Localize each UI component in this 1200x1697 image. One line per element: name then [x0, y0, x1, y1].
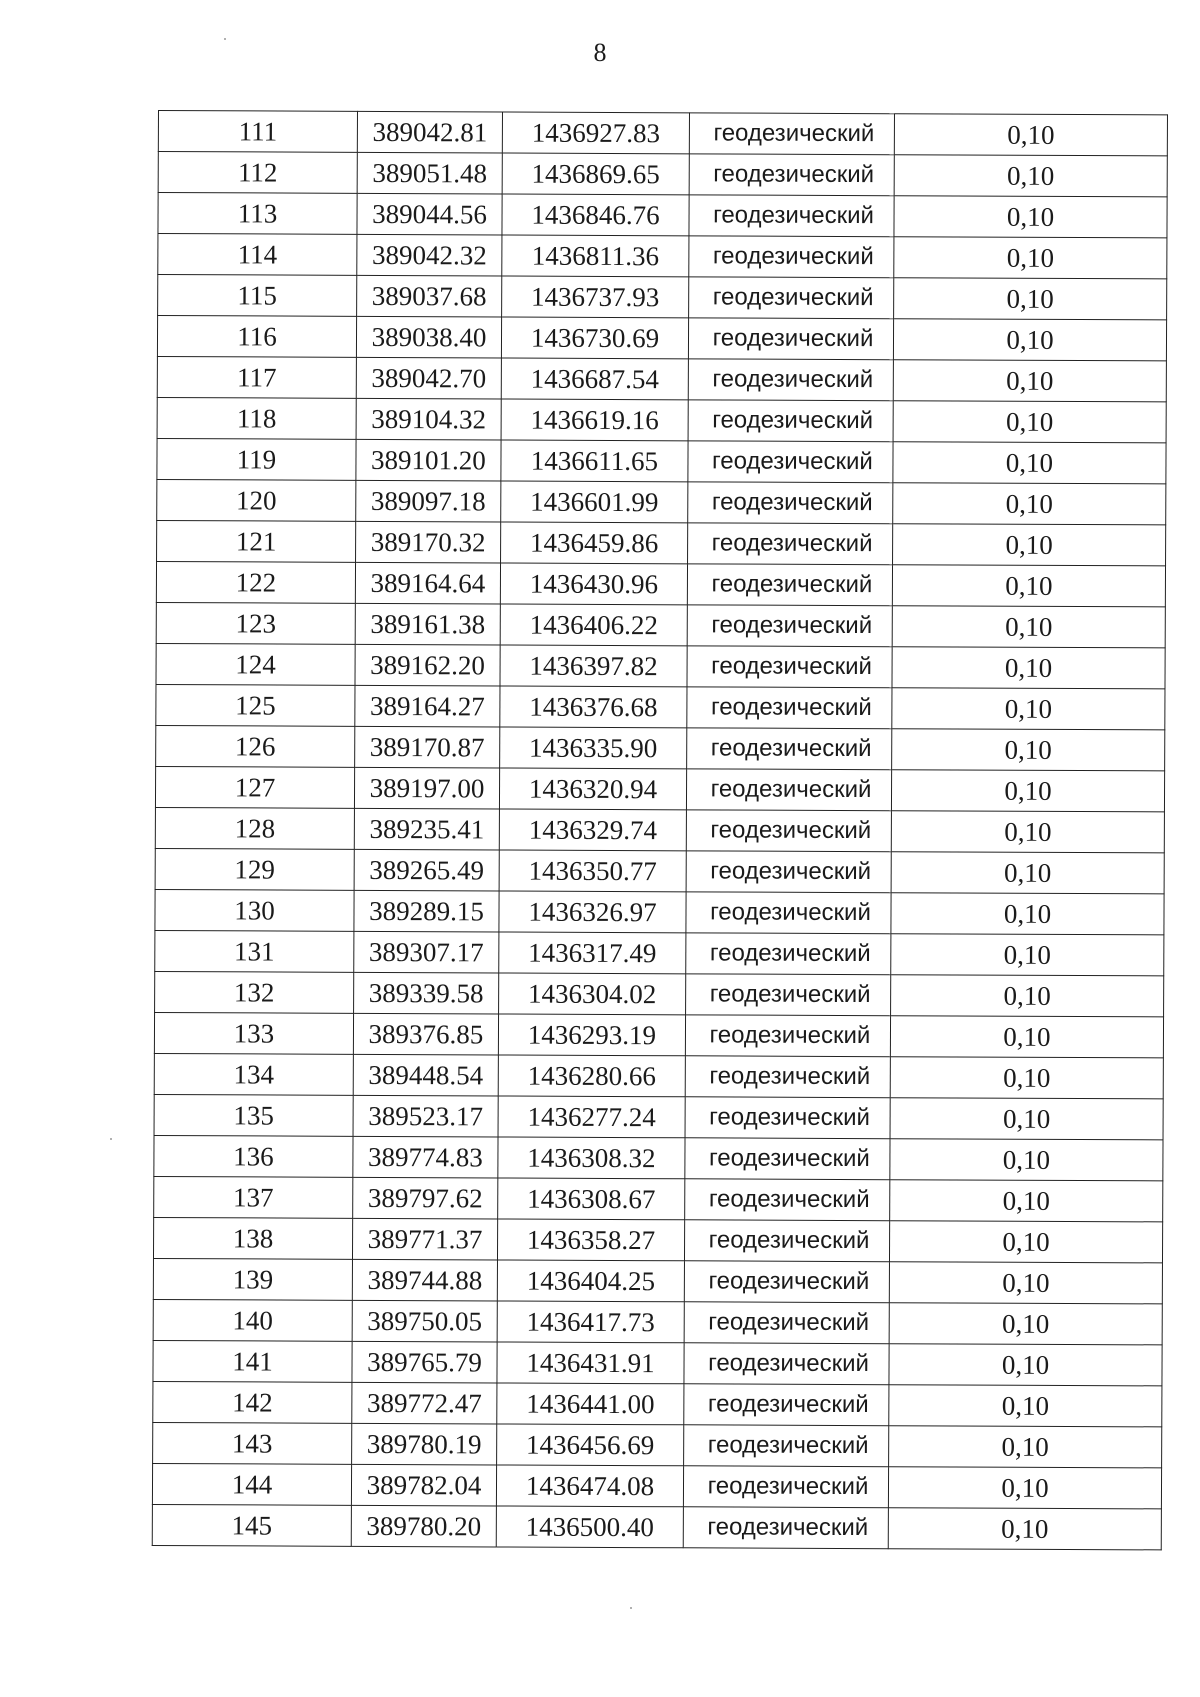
y-coordinate-cell: 1436376.68	[500, 686, 687, 728]
accuracy-cell: 0,10	[890, 1180, 1163, 1222]
table-row	[152, 1504, 1161, 1549]
method-cell: геодезический	[688, 359, 893, 401]
accuracy-cell: 0,10	[889, 1303, 1162, 1345]
x-coordinate-cell: 389038.40	[356, 316, 501, 358]
y-coordinate-cell: 1436459.86	[501, 522, 688, 564]
method-cell: геодезический	[687, 687, 892, 729]
accuracy-cell: 0,10	[890, 1016, 1163, 1058]
table-row	[157, 520, 1166, 565]
point-number-cell: 126	[156, 725, 355, 767]
y-coordinate-cell: 1436811.36	[502, 235, 689, 277]
point-number-cell: 142	[153, 1381, 352, 1423]
y-coordinate-cell: 1436474.08	[496, 1465, 683, 1507]
x-coordinate-cell: 389197.00	[354, 767, 499, 809]
method-cell: геодезический	[689, 195, 894, 237]
y-coordinate-cell: 1436397.82	[500, 645, 687, 687]
x-coordinate-cell: 389750.05	[352, 1300, 497, 1342]
table-row	[153, 1258, 1162, 1303]
accuracy-cell: 0,10	[894, 196, 1167, 238]
coordinates-table	[152, 110, 1168, 1550]
table-row	[158, 275, 1167, 320]
point-number-cell: 130	[155, 889, 354, 931]
method-cell: геодезический	[687, 646, 892, 688]
x-coordinate-cell: 389780.19	[352, 1423, 497, 1465]
accuracy-cell: 0,10	[890, 1098, 1163, 1140]
method-cell: геодезический	[684, 1425, 889, 1467]
accuracy-cell: 0,10	[891, 811, 1164, 853]
table-row	[156, 725, 1165, 770]
x-coordinate-cell: 389101.20	[356, 439, 501, 481]
y-coordinate-cell: 1436611.65	[501, 440, 688, 482]
accuracy-cell: 0,10	[893, 319, 1166, 361]
accuracy-cell: 0,10	[892, 606, 1165, 648]
x-coordinate-cell: 389339.58	[354, 972, 499, 1014]
table-row	[157, 397, 1166, 442]
point-number-cell: 123	[156, 602, 355, 644]
method-cell: геодезический	[688, 482, 893, 524]
point-number-cell: 143	[153, 1422, 352, 1464]
point-number-cell: 116	[157, 316, 356, 358]
y-coordinate-cell: 1436456.69	[497, 1424, 684, 1466]
accuracy-cell: 0,10	[888, 1508, 1161, 1550]
method-cell: геодезический	[689, 154, 894, 196]
point-number-cell: 115	[158, 275, 357, 317]
x-coordinate-cell: 389042.81	[357, 111, 502, 153]
y-coordinate-cell: 1436350.77	[499, 850, 686, 892]
table-row	[154, 1094, 1163, 1139]
method-cell: геодезический	[686, 933, 891, 975]
y-coordinate-cell: 1436430.96	[500, 563, 687, 605]
y-coordinate-cell: 1436869.65	[502, 153, 689, 195]
x-coordinate-cell: 389164.64	[355, 562, 500, 604]
coordinates-table-body	[152, 111, 1167, 1550]
table-row	[153, 1217, 1162, 1262]
table-row	[154, 1135, 1163, 1180]
table-row	[156, 602, 1165, 647]
y-coordinate-cell: 1436601.99	[501, 481, 688, 523]
point-number-cell: 114	[158, 234, 357, 276]
method-cell: геодезический	[684, 1220, 889, 1262]
point-number-cell: 111	[158, 111, 357, 153]
method-cell: геодезический	[688, 441, 893, 483]
accuracy-cell: 0,10	[891, 893, 1164, 935]
y-coordinate-cell: 1436320.94	[499, 768, 686, 810]
x-coordinate-cell: 389448.54	[353, 1054, 498, 1096]
method-cell: геодезический	[686, 974, 891, 1016]
method-cell: геодезический	[685, 1056, 890, 1098]
table-row	[156, 561, 1165, 606]
method-cell: геодезический	[686, 892, 891, 934]
x-coordinate-cell: 389037.68	[357, 275, 502, 317]
accuracy-cell: 0,10	[889, 1221, 1162, 1263]
method-cell: геодезический	[689, 113, 894, 155]
point-number-cell: 112	[158, 152, 357, 194]
x-coordinate-cell: 389772.47	[352, 1382, 497, 1424]
y-coordinate-cell: 1436927.83	[502, 112, 689, 154]
method-cell: геодезический	[688, 523, 893, 565]
table-row	[155, 889, 1164, 934]
table-row	[157, 438, 1166, 483]
method-cell: геодезический	[683, 1507, 888, 1549]
table-row	[153, 1299, 1162, 1344]
y-coordinate-cell: 1436335.90	[500, 727, 687, 769]
y-coordinate-cell: 1436441.00	[497, 1383, 684, 1425]
table-row	[152, 1463, 1161, 1508]
x-coordinate-cell: 389162.20	[355, 644, 500, 686]
accuracy-cell: 0,10	[891, 852, 1164, 894]
y-coordinate-cell: 1436500.40	[496, 1506, 683, 1548]
point-number-cell: 127	[155, 766, 354, 808]
method-cell: геодезический	[685, 1179, 890, 1221]
x-coordinate-cell: 389289.15	[354, 890, 499, 932]
y-coordinate-cell: 1436404.25	[497, 1260, 684, 1302]
x-coordinate-cell: 389097.18	[356, 480, 501, 522]
accuracy-cell: 0,10	[888, 1467, 1161, 1509]
table-row	[155, 848, 1164, 893]
y-coordinate-cell: 1436317.49	[499, 932, 686, 974]
x-coordinate-cell: 389376.85	[353, 1013, 498, 1055]
table-row	[154, 1176, 1163, 1221]
table-row	[158, 111, 1167, 156]
accuracy-cell: 0,10	[891, 934, 1164, 976]
accuracy-cell: 0,10	[891, 975, 1164, 1017]
x-coordinate-cell: 389765.79	[352, 1341, 497, 1383]
accuracy-cell: 0,10	[893, 401, 1166, 443]
x-coordinate-cell: 389774.83	[353, 1136, 498, 1178]
y-coordinate-cell: 1436730.69	[501, 317, 688, 359]
point-number-cell: 129	[155, 848, 354, 890]
x-coordinate-cell: 389042.32	[357, 234, 502, 276]
accuracy-cell: 0,10	[894, 278, 1167, 320]
accuracy-cell: 0,10	[892, 647, 1165, 689]
method-cell: геодезический	[686, 769, 891, 811]
point-number-cell: 145	[152, 1504, 351, 1546]
table-row	[154, 1053, 1163, 1098]
coordinates-table-container	[152, 110, 1158, 1550]
method-cell: геодезический	[684, 1302, 889, 1344]
accuracy-cell: 0,10	[890, 1139, 1163, 1181]
y-coordinate-cell: 1436417.73	[497, 1301, 684, 1343]
point-number-cell: 122	[156, 561, 355, 603]
point-number-cell: 134	[154, 1053, 353, 1095]
method-cell: геодезический	[685, 1097, 890, 1139]
table-row	[158, 234, 1167, 279]
table-row	[155, 807, 1164, 852]
accuracy-cell: 0,10	[894, 114, 1167, 156]
point-number-cell: 141	[153, 1340, 352, 1382]
accuracy-cell: 0,10	[889, 1385, 1162, 1427]
y-coordinate-cell: 1436406.22	[500, 604, 687, 646]
accuracy-cell: 0,10	[892, 565, 1165, 607]
point-number-cell: 135	[154, 1094, 353, 1136]
table-row	[153, 1340, 1162, 1385]
point-number-cell: 136	[154, 1135, 353, 1177]
method-cell: геодезический	[686, 851, 891, 893]
method-cell: геодезический	[684, 1343, 889, 1385]
x-coordinate-cell: 389044.56	[357, 193, 502, 235]
point-number-cell: 121	[157, 520, 356, 562]
y-coordinate-cell: 1436619.16	[501, 399, 688, 441]
y-coordinate-cell: 1436277.24	[498, 1096, 685, 1138]
table-row	[158, 152, 1167, 197]
x-coordinate-cell: 389170.87	[355, 726, 500, 768]
table-row	[157, 479, 1166, 524]
x-coordinate-cell: 389235.41	[354, 808, 499, 850]
point-number-cell: 132	[155, 971, 354, 1013]
point-number-cell: 117	[157, 356, 356, 398]
x-coordinate-cell: 389780.20	[351, 1505, 496, 1547]
point-number-cell: 133	[154, 1012, 353, 1054]
method-cell: геодезический	[684, 1261, 889, 1303]
x-coordinate-cell: 389744.88	[352, 1259, 497, 1301]
accuracy-cell: 0,10	[893, 483, 1166, 525]
x-coordinate-cell: 389042.70	[356, 357, 501, 399]
point-number-cell: 144	[152, 1463, 351, 1505]
y-coordinate-cell: 1436308.67	[498, 1178, 685, 1220]
table-row	[156, 643, 1165, 688]
x-coordinate-cell: 389161.38	[355, 603, 500, 645]
x-coordinate-cell: 389164.27	[355, 685, 500, 727]
method-cell: геодезический	[687, 728, 892, 770]
accuracy-cell: 0,10	[894, 237, 1167, 279]
y-coordinate-cell: 1436687.54	[501, 358, 688, 400]
accuracy-cell: 0,10	[890, 1057, 1163, 1099]
point-number-cell: 113	[158, 193, 357, 235]
table-row	[157, 356, 1166, 401]
table-row	[157, 316, 1166, 361]
method-cell: геодезический	[684, 1384, 889, 1426]
point-number-cell: 125	[156, 684, 355, 726]
y-coordinate-cell: 1436326.97	[499, 891, 686, 933]
accuracy-cell: 0,10	[893, 524, 1166, 566]
y-coordinate-cell: 1436308.32	[498, 1137, 685, 1179]
table-row	[158, 193, 1167, 238]
scan-speck	[224, 38, 226, 40]
x-coordinate-cell: 389307.17	[354, 931, 499, 973]
accuracy-cell: 0,10	[889, 1344, 1162, 1386]
table-row	[153, 1422, 1162, 1467]
method-cell: геодезический	[685, 1015, 890, 1057]
x-coordinate-cell: 389782.04	[351, 1464, 496, 1506]
method-cell: геодезический	[687, 605, 892, 647]
method-cell: геодезический	[683, 1466, 888, 1508]
method-cell: геодезический	[689, 277, 894, 319]
y-coordinate-cell: 1436358.27	[497, 1219, 684, 1261]
page-number: 8	[593, 38, 607, 67]
x-coordinate-cell: 389265.49	[354, 849, 499, 891]
accuracy-cell: 0,10	[893, 360, 1166, 402]
point-number-cell: 120	[157, 479, 356, 521]
scan-speck	[630, 1607, 632, 1609]
point-number-cell: 119	[157, 438, 356, 480]
point-number-cell: 124	[156, 643, 355, 685]
method-cell: геодезический	[688, 400, 893, 442]
table-row	[155, 971, 1164, 1016]
x-coordinate-cell: 389170.32	[356, 521, 501, 563]
accuracy-cell: 0,10	[889, 1262, 1162, 1304]
y-coordinate-cell: 1436304.02	[499, 973, 686, 1015]
x-coordinate-cell: 389771.37	[352, 1218, 497, 1260]
table-row	[155, 766, 1164, 811]
y-coordinate-cell: 1436737.93	[502, 276, 689, 318]
method-cell: геодезический	[685, 1138, 890, 1180]
method-cell: геодезический	[686, 810, 891, 852]
accuracy-cell: 0,10	[893, 442, 1166, 484]
point-number-cell: 139	[153, 1258, 352, 1300]
table-row	[156, 684, 1165, 729]
table-row	[155, 930, 1164, 975]
y-coordinate-cell: 1436846.76	[502, 194, 689, 236]
y-coordinate-cell: 1436280.66	[498, 1055, 685, 1097]
point-number-cell: 138	[153, 1217, 352, 1259]
accuracy-cell: 0,10	[894, 155, 1167, 197]
point-number-cell: 140	[153, 1299, 352, 1341]
table-row	[153, 1381, 1162, 1426]
method-cell: геодезический	[687, 564, 892, 606]
method-cell: геодезический	[688, 318, 893, 360]
accuracy-cell: 0,10	[892, 729, 1165, 771]
point-number-cell: 128	[155, 807, 354, 849]
x-coordinate-cell: 389051.48	[357, 152, 502, 194]
x-coordinate-cell: 389797.62	[353, 1177, 498, 1219]
scan-speck	[110, 1138, 112, 1140]
y-coordinate-cell: 1436329.74	[499, 809, 686, 851]
table-row	[154, 1012, 1163, 1057]
x-coordinate-cell: 389523.17	[353, 1095, 498, 1137]
accuracy-cell: 0,10	[891, 770, 1164, 812]
accuracy-cell: 0,10	[889, 1426, 1162, 1468]
y-coordinate-cell: 1436431.91	[497, 1342, 684, 1384]
y-coordinate-cell: 1436293.19	[498, 1014, 685, 1056]
point-number-cell: 131	[155, 930, 354, 972]
method-cell: геодезический	[689, 236, 894, 278]
point-number-cell: 118	[157, 397, 356, 439]
point-number-cell: 137	[154, 1176, 353, 1218]
x-coordinate-cell: 389104.32	[356, 398, 501, 440]
accuracy-cell: 0,10	[892, 688, 1165, 730]
